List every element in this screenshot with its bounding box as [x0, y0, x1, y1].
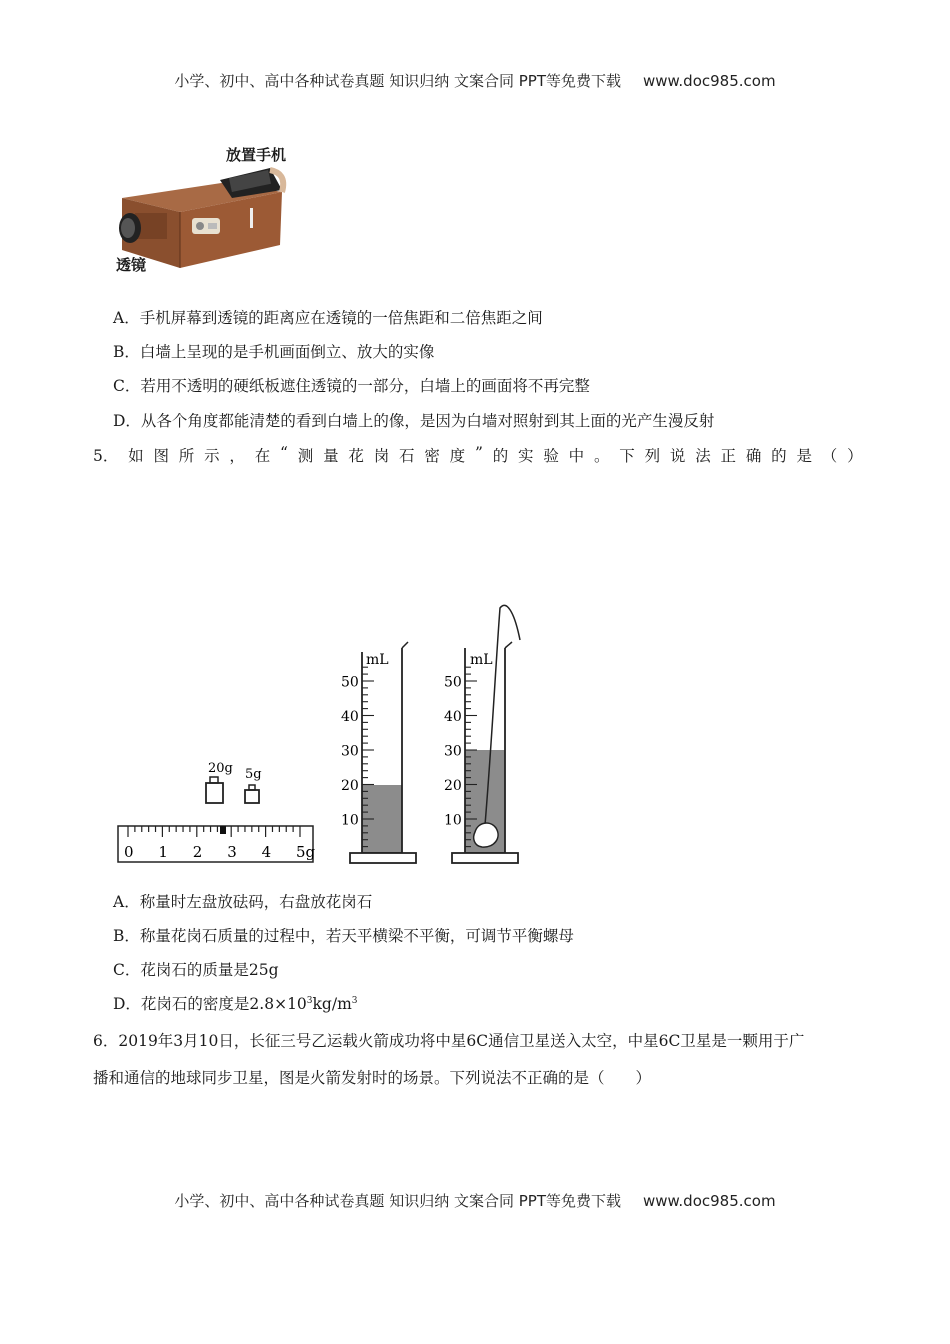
q5-stem-char: 在: [254, 447, 271, 465]
page-footer: [0, 1190, 950, 1211]
footer-text: 小学、初中、高中各种试卷真题 知识归纳 文案合同 PPT等免费下载: [174, 1192, 621, 1210]
projector-figure: [110, 140, 310, 280]
q5-stem-char: （: [821, 447, 838, 465]
q5-stem-char: ，: [229, 447, 245, 465]
q5-stem-char: 所: [178, 447, 195, 465]
q5-stem-char: 。: [593, 447, 610, 465]
cylinder-tick-label: 10: [341, 812, 359, 829]
cylinder-tick-label: 50: [444, 674, 462, 691]
weight-5g-label: 5g: [245, 767, 262, 782]
beam-scale-label: 2: [192, 843, 203, 861]
q6-stem-line1: 6．2019年3月10日，长征三号乙运载火箭成功将中星6C通信卫星送入太空，中星6C卫星是一颗用于广: [93, 1032, 805, 1050]
q5-stem-char: 示: [204, 447, 220, 465]
beam-scale-label: 5g: [296, 843, 316, 861]
measuring-cylinder-2: [444, 605, 520, 863]
cylinder-tick-label: 20: [341, 778, 359, 794]
q5-option-d-exponent: 3: [306, 995, 313, 1006]
cylinder-tick-label: 20: [444, 778, 462, 794]
q5-stem-char: 图: [153, 447, 169, 465]
beam-scale-label: 3: [227, 843, 237, 861]
q5-stem-char: 5．: [93, 447, 119, 465]
cylinder-tick-label: 50: [341, 674, 359, 691]
beam-scale-label: 0: [124, 843, 134, 861]
label-phone: 放置手机: [226, 146, 287, 164]
cylinder-1-unit: mL: [366, 652, 389, 668]
q5-stem-char: 下: [619, 447, 635, 465]
cylinder-tick-label: 30: [341, 743, 359, 760]
q5-stem-char: 如: [128, 447, 144, 465]
q5-option-c: C．花岗石的质量是25g: [113, 961, 279, 979]
header-site[interactable]: www.doc985.com: [642, 72, 776, 90]
beam-scale-label: 4: [261, 843, 272, 861]
q5-stem-char: 说: [669, 447, 686, 465]
q5-stem-char: 岗: [373, 447, 390, 465]
q4-option-c: C．若用不透明的硬纸板遮住透镜的一部分，白墙上的画面将不再完整: [113, 377, 590, 395]
q5-stem-char: “: [280, 444, 288, 462]
footer-site[interactable]: www.doc985.com: [642, 1192, 776, 1210]
q5-stem-char: 石: [399, 447, 415, 465]
granite-stone: [474, 823, 498, 847]
q5-option-a: A．称量时左盘放砝码，右盘放花岗石: [113, 893, 373, 911]
q5-stem-char: 列: [644, 447, 661, 465]
q5-stem-char: ”: [474, 444, 483, 462]
q4-option-d: D．从各个角度都能清楚的看到白墙上的像，是因为白墙对照射到其上面的光产生漫反射: [113, 412, 715, 430]
label-lens: 透镜: [116, 256, 147, 274]
page-header: [0, 70, 950, 91]
q5-option-d-unit-exponent: 3: [351, 995, 358, 1006]
q5-option-b: B．称量花岗石质量的过程中，若天平横梁不平衡，可调节平衡螺母: [113, 927, 574, 945]
q5-stem-char: 实: [518, 447, 534, 465]
q5-stem-char: 的: [492, 447, 509, 465]
q5-stem-char: ）: [847, 447, 863, 465]
weight-20g-label: 20g: [208, 761, 233, 776]
q5-option-d-prefix: D．花岗石的密度是2.8×10: [113, 995, 307, 1013]
q4-option-a: A．手机屏幕到透镜的距离应在透镜的一倍焦距和二倍焦距之间: [113, 309, 543, 327]
q5-stem-char: 花: [348, 447, 364, 465]
projector-box-image: [110, 140, 310, 280]
q5-stem-char: 确: [745, 447, 762, 465]
cylinder-2-unit: mL: [470, 652, 493, 668]
cylinder-tick-label: 40: [444, 709, 462, 725]
q4-option-b: B．白墙上呈现的是手机画面倒立、放大的实像: [113, 343, 435, 361]
q5-stem-char: 的: [771, 447, 787, 465]
beam-scale-label: 1: [158, 843, 168, 861]
header-text: 小学、初中、高中各种试卷真题 知识归纳 文案合同 PPT等免费下载: [174, 72, 621, 90]
q6-stem-line2: 播和通信的地球同步卫星，图是火箭发射时的场景。下列说法不正确的是（ ）: [93, 1069, 652, 1087]
measuring-cylinder-1: [341, 642, 416, 863]
weight-20g-icon: [206, 783, 223, 803]
q5-stem-char: 是: [796, 447, 812, 465]
cylinder-tick-label: 40: [341, 709, 359, 725]
cylinder-tick-label: 10: [444, 812, 462, 829]
q5-stem-char: 量: [323, 447, 339, 465]
q5-stem-char: 法: [695, 447, 711, 465]
beam-scale: [118, 826, 313, 862]
q5-option-d-unit: kg/m: [312, 995, 352, 1013]
q5-stem-char: 正: [720, 447, 737, 465]
rider-marker: [220, 826, 226, 834]
q5-stem-char: 测: [297, 447, 314, 465]
q5-stem-char: 度: [449, 447, 466, 465]
weight-20g-knob: [210, 777, 218, 783]
q5-stem-char: 中: [568, 447, 585, 465]
cylinder-tick-label: 30: [444, 743, 462, 760]
q5-stem-char: 密: [424, 447, 440, 465]
q5-option-d: [113, 992, 358, 1014]
q5-stem: [93, 444, 863, 466]
density-experiment-figure: [110, 600, 530, 870]
weight-5g-icon: [245, 790, 259, 803]
q5-stem-char: 验: [543, 447, 559, 465]
